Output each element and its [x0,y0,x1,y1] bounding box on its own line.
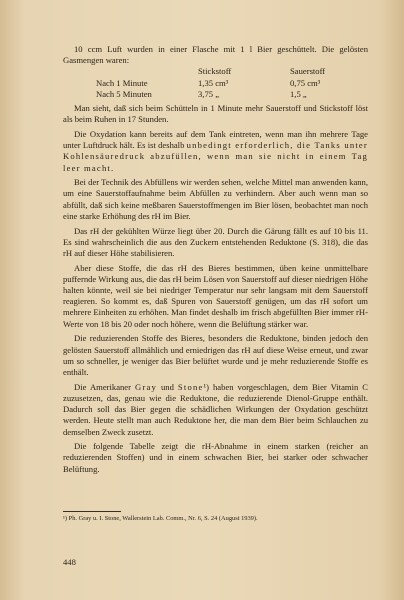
paragraph [63,129,368,174]
gas-table-cell: Nach 5 Minuten [96,88,152,99]
gas-table-header-cell [96,66,198,77]
gas-table-cell: 1,35 cm³ [198,77,229,88]
footnote-rule [63,511,121,512]
paragraph: Das rH der gekühlten Würze liegt über 20. Durch die Gärung fällt es auf 10 bis 11. Es sind wahrscheinlich die aus den Zuckern entstehenden Reduktone (S. 318), die das rH auf dieser Höhe stabilisieren. [63,225,368,258]
page-number: 448 [63,557,76,567]
paragraph: Aber diese Stoffe, die das rH des Bieres bestimmen, üben keine unmittelbare puffernde Wirkung aus, die das rH beim Lösen von Sauerstoff auf dieser niedrigen Höhe halten könnte, weil sie bei niedriger Temperatur nur sehr langsam mit dem Sauerstoff reagieren. So kommt es, daß Spuren von Sauerstoff genügen, um das rH sofort um mehrere Einheiten zu erhöhen. Man findet deshalb im frisch abgefüllten Bier immer rH-Werte von 18 bis 20 oder noch höhere, wenn die Belüftung stärker war. [63,262,368,329]
gas-table-cell: 1,5 „ [290,88,307,99]
paragraph-text: und [157,381,178,392]
paragraph-text: Die Amerikaner [74,381,136,392]
gas-table-cell: 3,75 „ [198,88,220,99]
paragraph: Bei der Technik des Abfüllens wir werden sehen, welche Mittel man anwenden kann, um eine Sauerstoffaufnahme beim Abfüllen zu verhindern. Aber auch wenn man so abfüllt, daß sich keine meßbaren Sauerstoffmengen im Bier lösen, beobachtet man noch eine starke Erhöhung des rH im Bier. [63,177,368,221]
author-name: Gray [135,381,157,392]
paragraph-text: haben vorgeschlagen, dem Bier Vitamin C zuzusetzen, das, genau wie die Reduktone, die reduzierende Dienol-Gruppe enthält. Dadurch soll das Bier gegen die schädlichen Wirkungen der Oxydation geschützt werden. Heute stellt man auch Reduktone her, die man dem Bier beim Schlauchen zu demselben Zweck zusetzt. [63,381,368,437]
gas-table-cell: Nach 1 Minute [96,77,148,88]
gas-table-row [96,89,325,100]
paragraph: Die folgende Tabelle zeigt die rH-Abnahme in einem starken (reicher an reduzierenden Stoffen) und in einem schwachen Bier, bei starker oder schwacher Belüftung. [63,441,368,474]
gas-table-header-cell: Stickstoff [198,66,232,77]
footnote-marker: ¹) [203,381,209,392]
paragraph [63,382,368,438]
paragraph: Man sieht, daß sich beim Schütteln in 1 Minute mehr Sauerstoff und Stickstoff löst als beim Ruhen in 17 Stunden. [63,103,368,125]
footnote: ¹) Ph. Gray u. I. Stone, Wallerstein Lab. Comm., Nr. 6, S. 24 (August 1939). [63,515,258,522]
author-name: Stone [177,381,204,392]
gas-table [96,66,325,100]
paragraph-text: Die Oxydation kann bereits auf dem Tank eintreten, wenn man ihn mehrere Tage unter Luftdruck hält. Es ist deshalb [63,128,368,151]
gas-table-cell: 0,75 cm³ [290,77,321,88]
text-column [63,44,368,475]
intro-paragraph: 10 ccm Luft wurden in einer Flasche mit 1 l Bier geschüttelt. Die gelösten Gasmengen waren: [63,44,368,66]
gas-table-row [96,78,325,89]
gas-table-header-cell: Sauerstoff [290,66,326,77]
paragraph: Die reduzierenden Stoffe des Bieres, besonders die Reduktone, binden jedoch den gelösten Sauerstoff allmählich und erniedrigen das rH auf diese Weise erneut, und zwar um so schneller, je weniger das Bier belüftet wurde und je mehr reduzierende Stoffe es enthält. [63,333,368,377]
gas-table-header [96,66,325,77]
emphasized-text: unbedingt erforderlich, die Tanks unter Kohlensäuredruck abzufüllen, wenn man sie nicht in einem Tag leer macht. [63,140,368,173]
